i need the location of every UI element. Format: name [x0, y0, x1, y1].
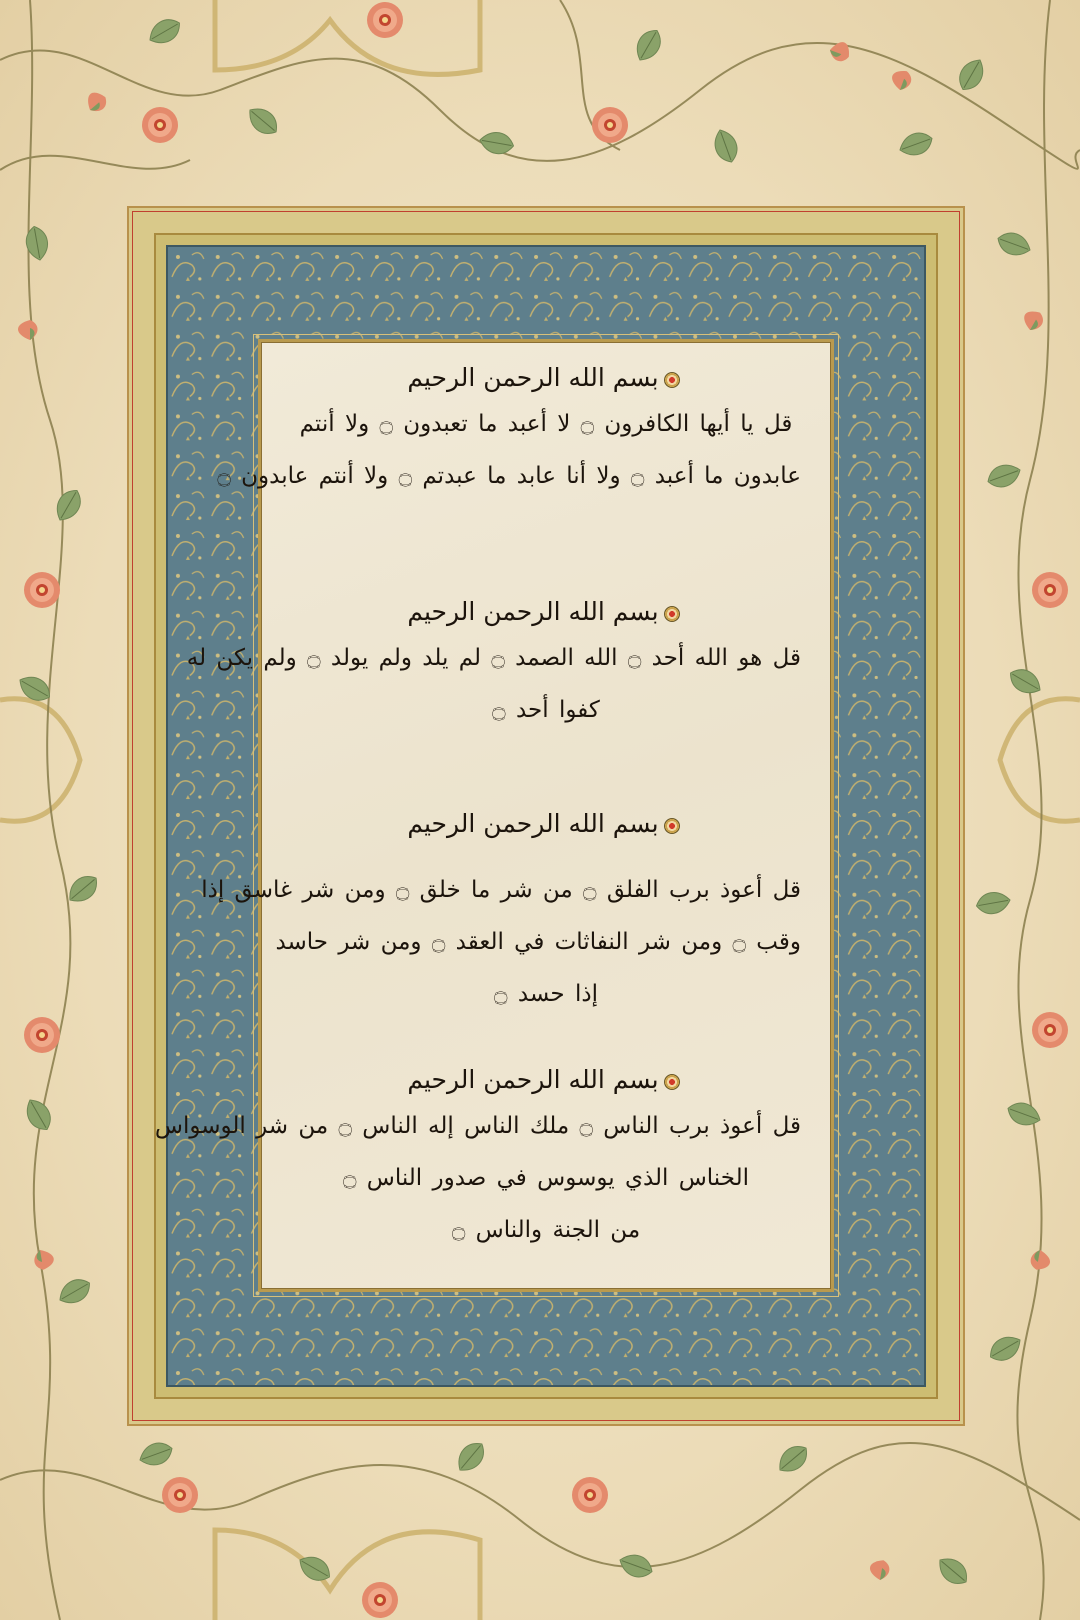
verse-line: قل هو الله أحد ۝ الله الصمد ۝ لم يلد ولم يولد ۝ ولم يكن له: [186, 645, 801, 671]
verse-line: قل أعوذ برب الفلق ۝ من شر ما خلق ۝ ومن شر غاسق إذا: [201, 877, 801, 903]
sura-al-falaq: [201, 804, 831, 1020]
basmala: [261, 592, 831, 632]
verse-line: الخناس الذي يوسوس في صدور الناس ۝: [342, 1165, 749, 1191]
basmala-text: بسم الله الرحمن الرحيم: [407, 597, 659, 626]
rosette-icon: [664, 606, 680, 622]
verse-line: قل يا أيها الكافرون ۝ لا أعبد ما تعبدون ۝ ولا أنتم: [299, 411, 793, 437]
basmala: [261, 804, 831, 844]
basmala-text: بسم الله الرحمن الرحيم: [407, 809, 659, 838]
sura-an-nas: [154, 1060, 831, 1256]
rosette-icon: [664, 818, 680, 834]
verse-line: قل أعوذ برب الناس ۝ ملك الناس إله الناس ۝ من شر الوسواس: [154, 1113, 801, 1139]
verse-line: عابدون ما أعبد ۝ ولا أنا عابد ما عبدتم ۝ ولا أنتم عابدون ۝: [217, 463, 801, 489]
verse-line: وقب ۝ ومن شر النفاثات في العقد ۝ ومن شر حاسد: [275, 929, 801, 955]
sura-al-ikhlas: [186, 592, 831, 736]
verse-line: كفوا أحد ۝: [492, 697, 600, 723]
text-panel: [154, 339, 834, 1292]
basmala-text: بسم الله الرحمن الرحيم: [407, 363, 659, 392]
verse-line: من الجنة والناس ۝: [451, 1217, 641, 1243]
basmala: [261, 358, 831, 398]
verse-line: إذا حسد ۝: [494, 981, 598, 1007]
basmala: [261, 1060, 831, 1100]
basmala-text: بسم الله الرحمن الرحيم: [407, 1065, 659, 1094]
sura-al-kafirun: [217, 358, 831, 502]
rosette-icon: [664, 1074, 680, 1090]
rosette-icon: [664, 372, 680, 388]
